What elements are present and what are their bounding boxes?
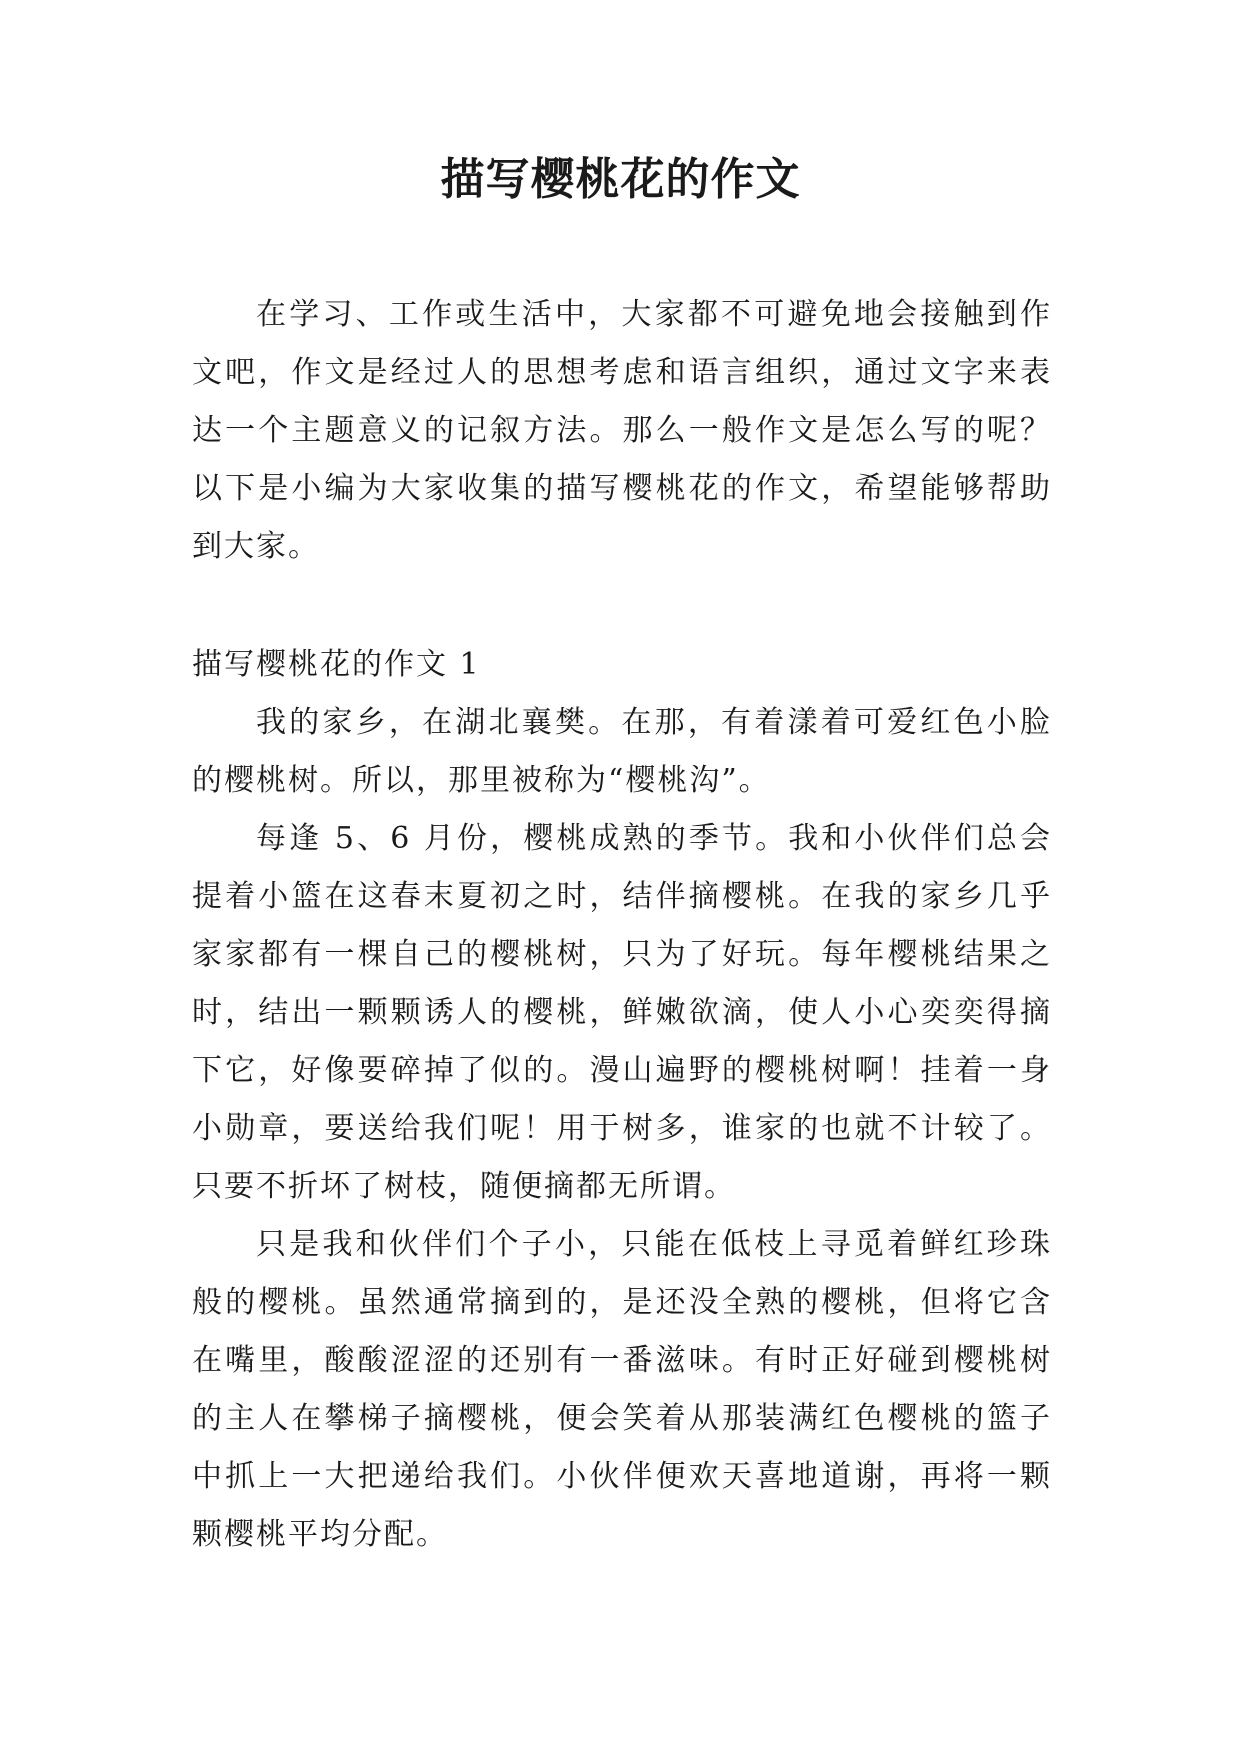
essay-section [192, 636, 1052, 1564]
essay-paragraph: 只是我和伙伴们个子小，只能在低枝上寻觅着鲜红珍珠般的樱桃。虽然通常摘到的，是还没全熟的樱桃，但将它含在嘴里，酸酸涩涩的还别有一番滋味。有时正好碰到樱桃树的主人在攀梯子摘樱桃，便会笑着从那装满红色樱桃的篮子中抓上一大把递给我们。小伙伴便欢天喜地道谢，再将一颗颗樱桃平均分配。 [192, 1227, 1052, 1552]
essay-paragraph: 我的家乡，在湖北襄樊。在那，有着漾着可爱红色小脸的樱桃树。所以，那里被称为“樱桃沟”。 [192, 705, 1052, 798]
section-heading: 描写樱桃花的作文 1 [192, 647, 481, 682]
essay-paragraph: 每逢 5、6 月份，樱桃成熟的季节。我和小伙伴们总会提着小篮在这春末夏初之时，结伴摘樱桃。在我的家乡几乎家家都有一棵自己的樱桃树，只为了好玩。每年樱桃结果之时，结出一颗颗诱人的樱桃，鲜嫩欲滴，使人小心奕奕得摘下它，好像要碎掉了似的。漫山遍野的樱桃树啊！挂着一身小勋章，要送给我们呢！用于树多，谁家的也就不计较了。只要不折坏了树枝，随便摘都无所谓。 [192, 821, 1052, 1204]
document-title: 描写樱桃花的作文 [440, 154, 801, 205]
intro-block [192, 286, 1052, 576]
intro-paragraph: 在学习、工作或生活中，大家都不可避免地会接触到作文吧，作文是经过人的思想考虑和语言组织，通过文字来表达一个主题意义的记叙方法。那么一般作文是怎么写的呢？以下是小编为大家收集的描写樱桃花的作文，希望能够帮助到大家。 [192, 297, 1052, 564]
